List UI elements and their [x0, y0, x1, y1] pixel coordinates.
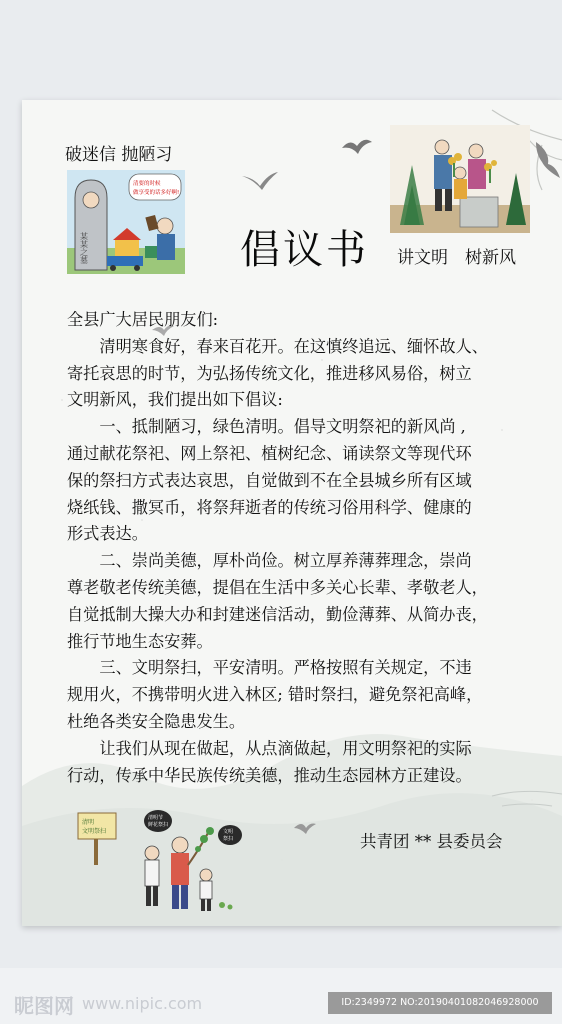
- signature: 共青团 ** 县委员会: [360, 832, 503, 851]
- speech-line-1: 清要的时候: [133, 181, 161, 187]
- body-line: 烧纸钱、撒冥币，将祭拜逝者的传统习俗用科学、健康的: [67, 497, 472, 517]
- svg-text:文明: 文明: [223, 829, 234, 835]
- svg-text:清明节: 清明节: [148, 815, 164, 821]
- body-line: 一、抵制陋习，绿色清明。倡导文明祭祀的新风尚 ,: [99, 417, 466, 437]
- body-line: 通过献花祭祀、网上祭祀、植树纪念、诵读祭文等现代环: [67, 443, 472, 463]
- body-line: 杜绝各类安全隐患发生。: [67, 711, 246, 731]
- body-line: 形式表达。: [67, 524, 148, 544]
- watermark-logo: 昵图网: [14, 994, 74, 1018]
- greeting: 全县广大居民朋友们:: [67, 310, 219, 329]
- bird-icon: [532, 140, 562, 180]
- watermark-url: www.nipic.com: [82, 994, 203, 1013]
- body-line: 三、文明祭扫，平安清明。严格按照有关规定，不违: [99, 658, 472, 678]
- svg-text:鲜花祭扫: 鲜花祭扫: [148, 822, 169, 828]
- body-line: 让我们从现在做起，从点滴做起，用文明祭祀的实际: [99, 738, 472, 758]
- body-line: 规用火，不携带明火进入林区; 错时祭扫，避免祭祀高峰，: [67, 685, 483, 705]
- bird-icon: [340, 132, 374, 162]
- bird-icon: [240, 168, 280, 194]
- svg-text:文明祭扫: 文明祭扫: [82, 828, 107, 835]
- proposal-sheet: [22, 100, 562, 926]
- family-cartoon-illustration: [74, 805, 244, 915]
- body-line: 尊老敬老传统美德，提倡在生活中多关心长辈、孝敬老人，: [67, 577, 488, 597]
- body-line: 保的祭扫方式表达哀思，自觉做到不在全县城乡所有区域: [67, 470, 472, 490]
- family-tomb-sweeping-illustration: [390, 125, 530, 233]
- body-line: 推行节地生态安葬。: [67, 631, 213, 651]
- body-line: 寄托哀思的时节，为弘扬传统文化，推进移风易俗，树立: [67, 363, 472, 383]
- speech-line-2: 做享受的话多好啊!: [133, 190, 180, 196]
- body-line: 二、崇尚美德，厚朴尚俭。树立厚养薄葬理念，崇尚: [99, 551, 472, 571]
- body-line: 清明寒食好，春来百花开。在这慎终追远、缅怀故人、: [99, 336, 488, 356]
- page-title: 倡议书: [240, 227, 369, 273]
- grave-inscription: 某某之墓: [79, 232, 89, 264]
- svg-text:清明: 清明: [82, 819, 95, 826]
- bird-icon: [292, 818, 318, 836]
- cartoon-grave-illustration: [67, 170, 185, 274]
- image-id-strip: ID:2349972 NO:20190401082046928000: [328, 992, 552, 1014]
- body-line: 行动，传承中华民族传统美德，推动生态园林方正建设。: [67, 765, 472, 785]
- body-line: 自觉抵制大操大办和封建迷信活动，勤俭薄葬、从简办丧，: [67, 604, 488, 624]
- svg-text:祭扫: 祭扫: [223, 836, 234, 842]
- tag-left: 破迷信 抛陋习: [65, 145, 173, 165]
- body-line: 文明新风，我们提出如下倡议:: [67, 390, 283, 410]
- tag-right: 讲文明 树新风: [397, 248, 516, 268]
- proposal-body: [67, 307, 535, 789]
